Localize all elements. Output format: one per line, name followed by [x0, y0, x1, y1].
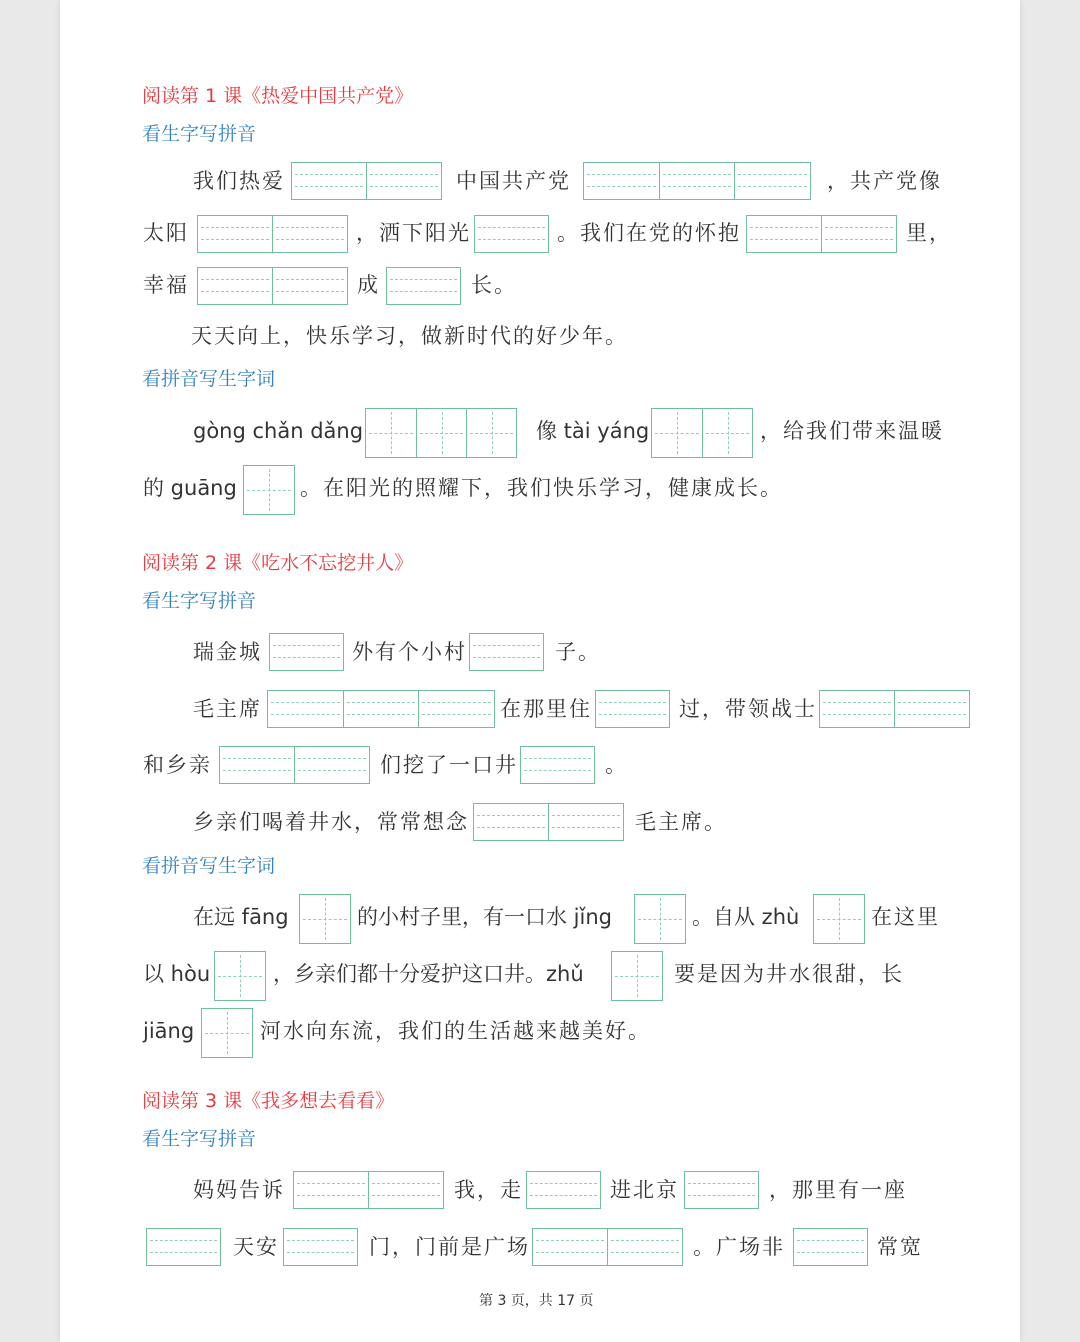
text: ，那里有一座	[769, 1178, 907, 1202]
text: 长。	[471, 273, 517, 297]
pinyin-box[interactable]	[219, 746, 370, 784]
pinyin-box[interactable]	[474, 215, 549, 253]
text: ，给我们带来温暖	[760, 419, 944, 443]
pinyin-box[interactable]	[267, 690, 495, 728]
text: 里，	[906, 221, 952, 245]
text: 天天向上，快乐学习，做新时代的好少年。	[191, 324, 628, 348]
page-number: 第 3 页，共 17 页	[479, 1293, 594, 1309]
hanzi-box[interactable]	[813, 894, 865, 944]
pinyin-box[interactable]	[146, 1228, 221, 1266]
worksheet-page	[60, 0, 1020, 1342]
pinyin-box[interactable]	[819, 690, 970, 728]
text: 毛主席。	[635, 810, 727, 834]
hanzi-box[interactable]	[634, 894, 686, 944]
pinyin-box[interactable]	[595, 690, 670, 728]
text: 成	[357, 273, 380, 297]
pinyin-box[interactable]	[197, 267, 348, 305]
pinyin-text: gòng chǎn dǎng	[193, 419, 364, 443]
lesson-1-title: 阅读第 1 课《热爱中国共产党》	[142, 85, 414, 107]
text: 子。	[555, 640, 601, 664]
text: 和乡亲	[143, 753, 212, 777]
text: 在那里住	[500, 697, 592, 721]
text: 在这里	[871, 905, 940, 929]
lesson-1-section-pinyin: 看生字写拼音	[142, 123, 257, 145]
text: 太阳	[143, 221, 189, 245]
lesson-3-section-pinyin: 看生字写拼音	[142, 1128, 257, 1150]
hanzi-box[interactable]	[299, 894, 351, 944]
pinyin-box[interactable]	[283, 1228, 358, 1266]
lesson-2-section-pinyin: 看生字写拼音	[142, 590, 257, 612]
pinyin-box[interactable]	[386, 267, 461, 305]
pinyin-text: ，乡亲们都十分爱护这口井。zhǔ	[273, 962, 584, 986]
text: 进北京	[610, 1178, 679, 1202]
text: ，共产党像	[827, 169, 942, 193]
pinyin-box[interactable]	[526, 1171, 601, 1209]
pinyin-box[interactable]	[532, 1228, 683, 1266]
pinyin-box[interactable]	[520, 746, 595, 784]
pinyin-box[interactable]	[793, 1228, 868, 1266]
text: 毛主席	[193, 697, 262, 721]
pinyin-text: 像 tài yáng	[536, 419, 650, 443]
hanzi-box[interactable]	[365, 408, 517, 458]
hanzi-box[interactable]	[651, 408, 753, 458]
pinyin-box[interactable]	[291, 162, 442, 200]
text: 常宽	[877, 1235, 923, 1259]
pinyin-text: 以 hòu	[143, 962, 211, 986]
text: ，洒下阳光	[356, 221, 471, 245]
text: 。我们在党的怀抱	[557, 221, 741, 245]
hanzi-box[interactable]	[214, 951, 266, 1001]
text: 要是因为井水很甜，长	[674, 962, 904, 986]
text: 外有个小村	[352, 640, 467, 664]
hanzi-box[interactable]	[611, 951, 663, 1001]
lesson-2-section-hanzi: 看拼音写生字词	[142, 855, 276, 877]
text: 河水向东流，我们的生活越来越美好。	[260, 1019, 651, 1043]
lesson-2-title: 阅读第 2 课《吃水不忘挖井人》	[142, 552, 414, 574]
pinyin-box[interactable]	[469, 633, 544, 671]
text: 幸福	[143, 273, 189, 297]
text: 我，走	[454, 1178, 523, 1202]
text: 们挖了一口井	[380, 753, 518, 777]
pinyin-box[interactable]	[746, 215, 897, 253]
text: 我们热爱	[193, 169, 285, 193]
pinyin-box[interactable]	[583, 162, 811, 200]
text: 。在阳光的照耀下，我们快乐学习，健康成长。	[300, 476, 783, 500]
text: 瑞金城	[193, 640, 262, 664]
hanzi-box[interactable]	[201, 1008, 253, 1058]
text: 过，带领战士	[679, 697, 817, 721]
text: 乡亲们喝着井水，常常想念	[193, 810, 469, 834]
pinyin-text: jiāng	[143, 1019, 195, 1043]
text: 天安	[233, 1235, 279, 1259]
text: 门，门前是广场	[369, 1235, 530, 1259]
pinyin-box[interactable]	[293, 1171, 444, 1209]
pinyin-text: 的小村子里，有一口水 jǐng	[357, 905, 612, 929]
pinyin-box[interactable]	[684, 1171, 759, 1209]
lesson-1-section-hanzi: 看拼音写生字词	[142, 368, 276, 390]
pinyin-text: 的 guāng	[143, 476, 237, 500]
text: 。广场非	[693, 1235, 785, 1259]
text: 。	[605, 753, 628, 777]
pinyin-box[interactable]	[269, 633, 344, 671]
text: 妈妈告诉	[193, 1178, 285, 1202]
pinyin-text: 。自从 zhù	[692, 905, 800, 929]
pinyin-box[interactable]	[197, 215, 348, 253]
hanzi-box[interactable]	[243, 465, 295, 515]
pinyin-text: 在远 fāng	[193, 905, 289, 929]
text: 中国共产党	[456, 169, 571, 193]
lesson-3-title: 阅读第 3 课《我多想去看看》	[142, 1090, 395, 1112]
pinyin-box[interactable]	[473, 803, 624, 841]
